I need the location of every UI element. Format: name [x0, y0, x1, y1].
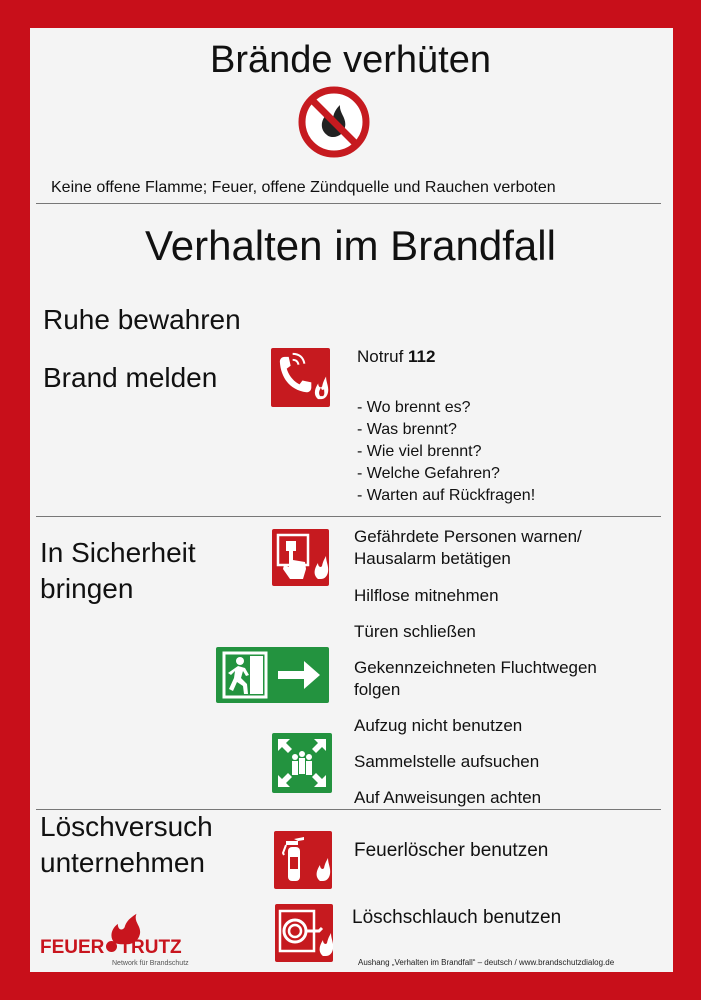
- logo-tagline: Network für Brandschutz: [112, 960, 189, 967]
- divider-1: [36, 203, 661, 204]
- divider-2: [36, 516, 661, 517]
- divider-3: [36, 809, 661, 810]
- extinguish-heading-line1: Löschversuch: [40, 811, 213, 842]
- step-helpless: Hilflose mitnehmen: [354, 586, 499, 605]
- safety-heading-line2: bringen: [40, 573, 134, 604]
- fire-hose-icon: [275, 904, 333, 962]
- logo-left: FEUER: [40, 937, 105, 958]
- fire-extinguisher-icon: [274, 831, 332, 889]
- emergency-call: [357, 348, 435, 367]
- emergency-number: 112: [408, 347, 436, 366]
- step-escape: Gekennzeichneten Fluchtwegen: [354, 658, 597, 677]
- safety-heading-line1: In Sicherheit: [40, 537, 196, 568]
- emergency-label: Notruf: [357, 347, 404, 366]
- prohibition-text: Keine offene Flamme; Feuer, offene Zündquelle und Rauchen verboten: [51, 179, 556, 196]
- question-4: - Welche Gefahren?: [357, 465, 500, 482]
- step-hose: Löschschlauch benutzen: [352, 907, 562, 928]
- extinguish-heading-line2: unternehmen: [40, 847, 206, 878]
- step-escape-line2: folgen: [354, 680, 401, 699]
- step-warn-line2: Hausalarm betätigen: [354, 549, 511, 568]
- step-elevator: Aufzug nicht benutzen: [354, 716, 523, 735]
- no-open-flame-icon: [297, 85, 371, 159]
- question-3: - Wie viel brennt?: [357, 443, 482, 460]
- question-1: - Wo brennt es?: [357, 399, 471, 416]
- step-instructions: Auf Anweisungen achten: [354, 788, 542, 807]
- step-doors: Türen schließen: [354, 622, 476, 641]
- step-extinguisher: Feuerlöscher benutzen: [354, 840, 549, 861]
- calm-heading: Ruhe bewahren: [43, 304, 241, 335]
- logo-dot: [106, 941, 117, 952]
- question-5: - Warten auf Rückfragen!: [357, 487, 536, 504]
- footer-note: Aushang „Verhalten im Brandfall“ – deutsch / www.brandschutzdialog.de: [358, 958, 615, 967]
- report-heading: Brand melden: [43, 362, 218, 393]
- fire-alarm-button-icon: [272, 529, 329, 586]
- title-behavior: Verhalten im Brandfall: [145, 222, 556, 269]
- logo-right: TRUTZ: [119, 937, 182, 958]
- fire-phone-icon: [271, 348, 330, 407]
- feuertrutz-logo: [40, 912, 220, 970]
- assembly-point-icon: [272, 733, 332, 793]
- question-2: - Was brennt?: [357, 421, 457, 438]
- logo-wordmark: [40, 938, 182, 957]
- step-warn: Gefährdete Personen warnen/: [354, 527, 582, 546]
- emergency-exit-icon: [216, 647, 329, 703]
- title-prevent: Brände verhüten: [210, 39, 491, 81]
- step-assembly: Sammelstelle aufsuchen: [354, 752, 540, 771]
